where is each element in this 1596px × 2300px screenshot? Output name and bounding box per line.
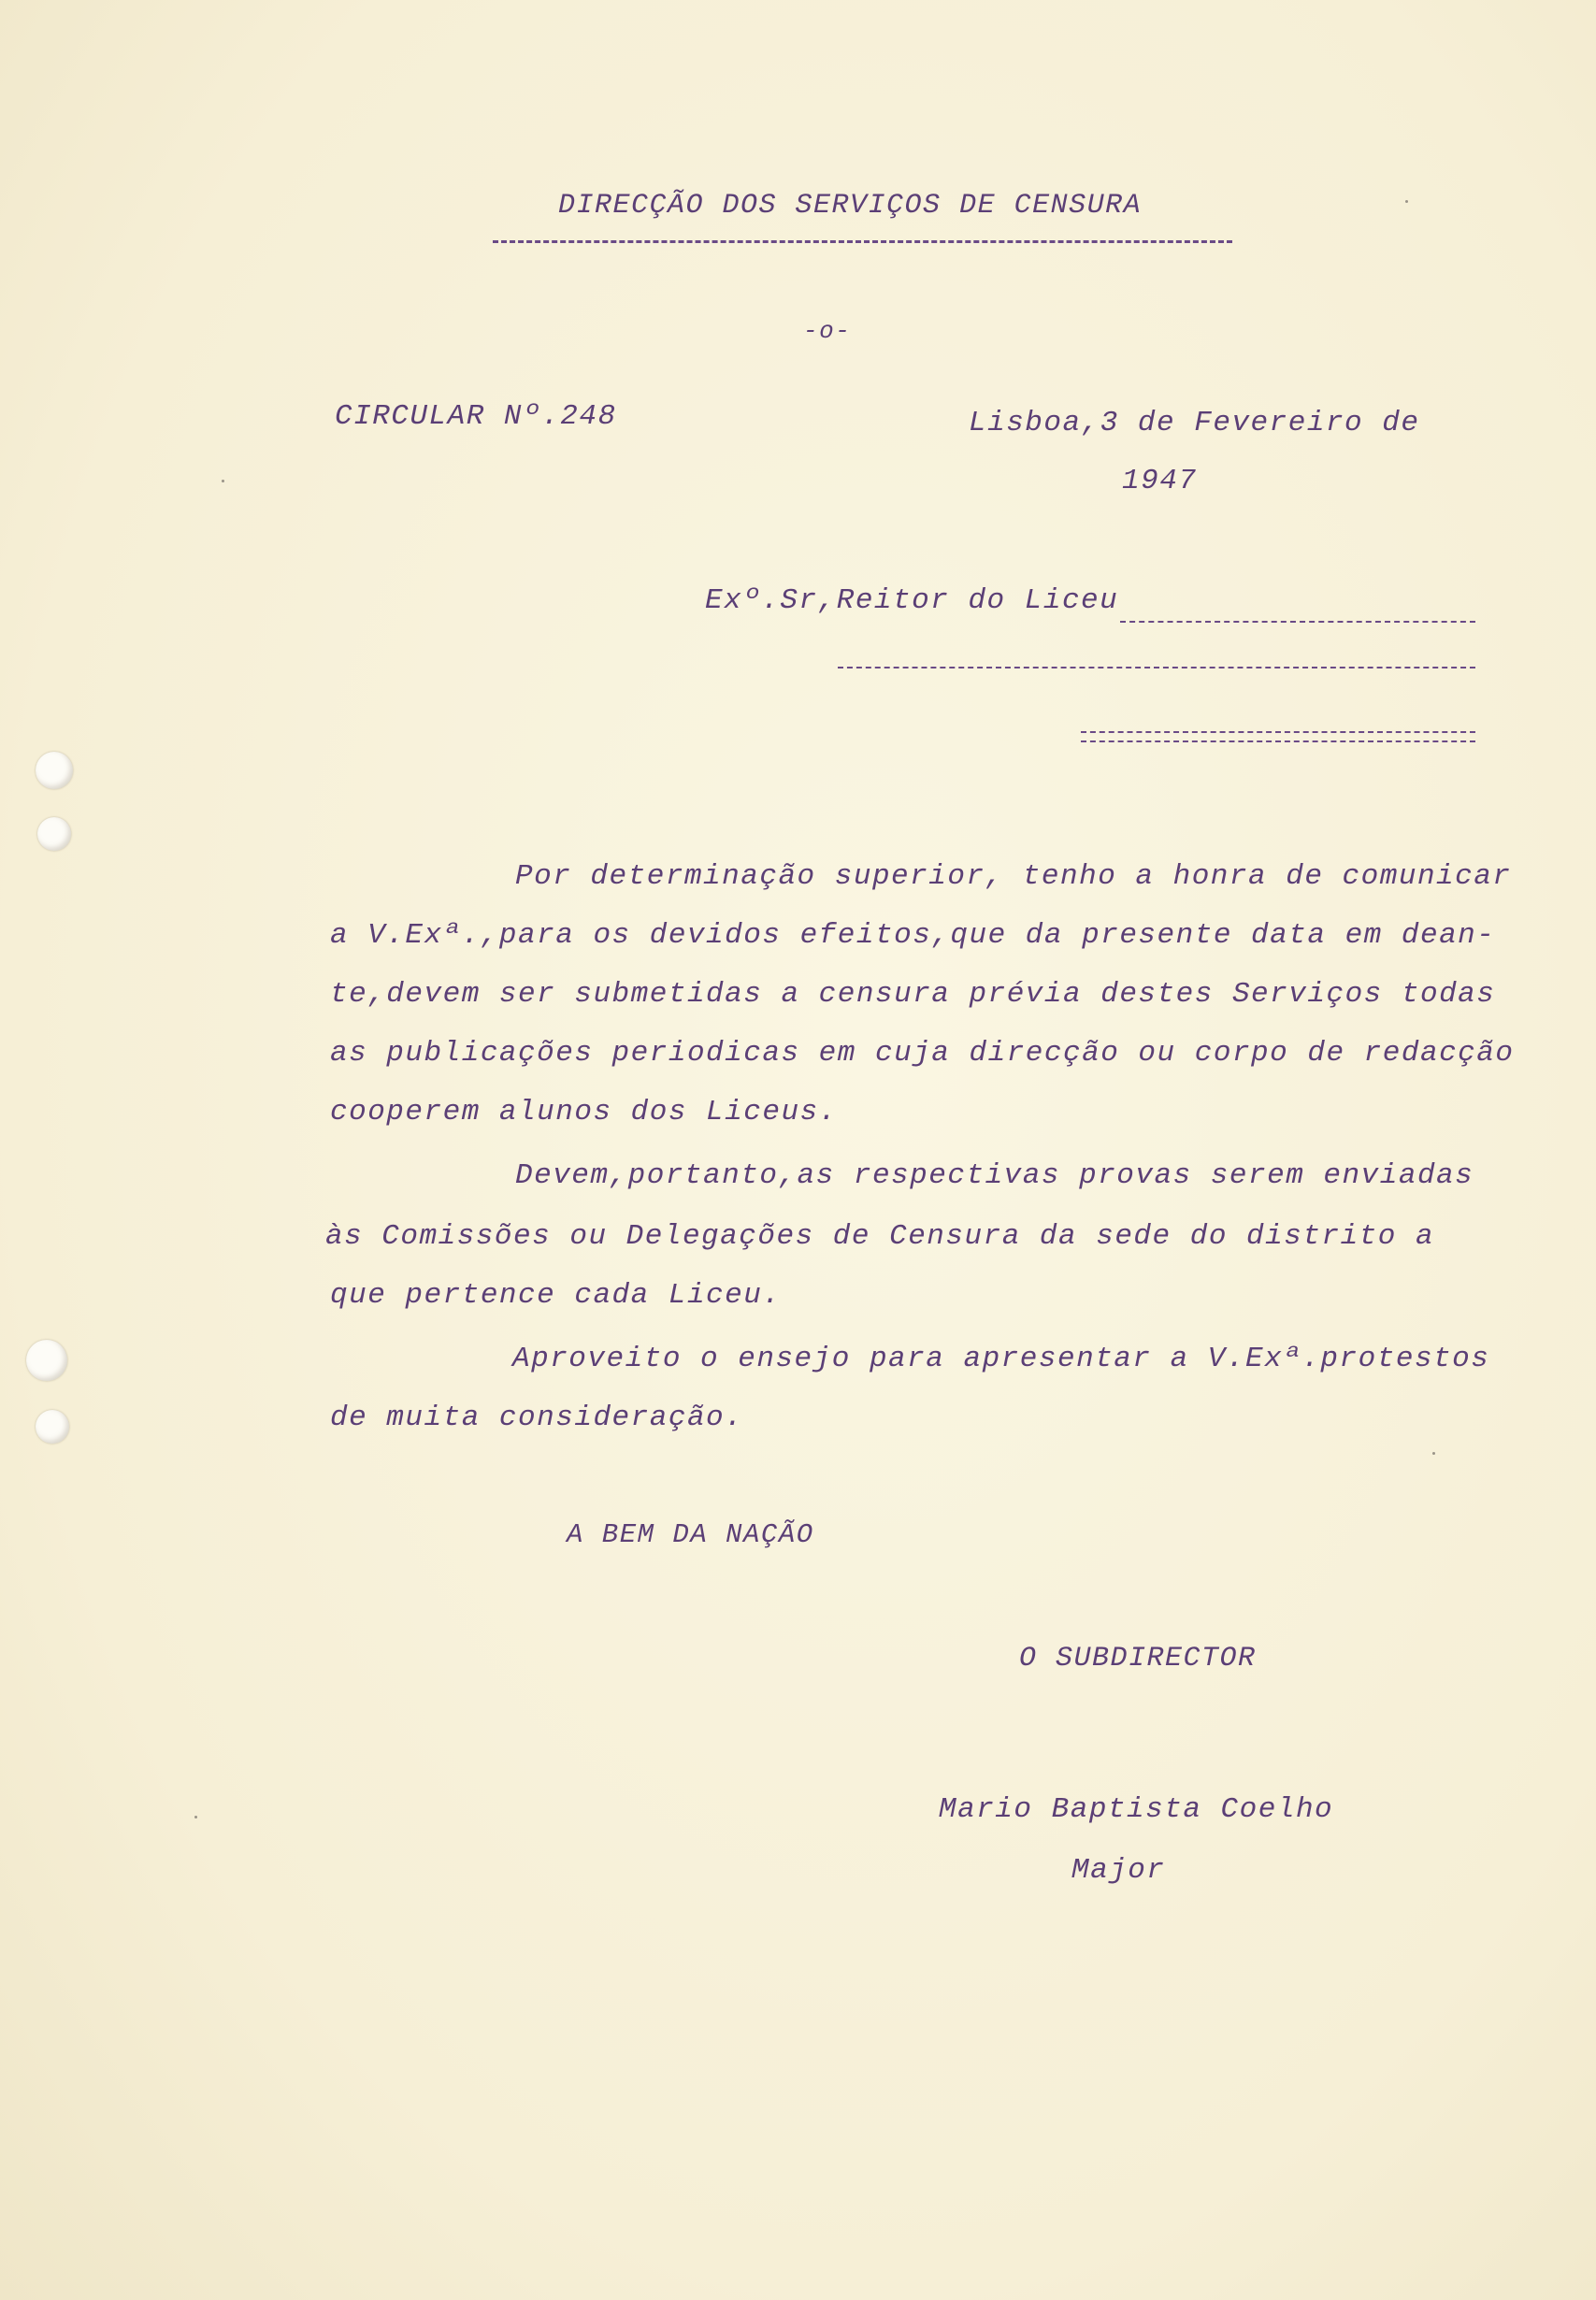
body-line: as publicações periodicas em cuja direcção ou corpo de redacção [330, 1037, 1515, 1070]
body-line: cooperem alunos dos Liceus. [330, 1096, 838, 1128]
body-line: a V.Exª.,para os devidos efeitos,que da presente data em dean- [330, 919, 1496, 952]
body-line: Por determinação superior, tenho a honra de comunicar [515, 860, 1512, 893]
punch-hole-4 [36, 1410, 69, 1444]
addressee-salutation: Exº.Sr,Reitor do Liceu [705, 584, 1119, 617]
document-title: DIRECÇÃO DOS SERVIÇOS DE CENSURA [558, 190, 1143, 222]
punch-hole-3 [26, 1340, 67, 1381]
addressee-blank-3a [1081, 731, 1475, 733]
body-line: que pertence cada Liceu. [330, 1279, 782, 1312]
signatory-rank: Major [1071, 1854, 1166, 1887]
body-line: Devem,portanto,as respectivas provas serem enviadas [515, 1159, 1474, 1192]
paper-speck [1432, 1452, 1435, 1455]
title-underline [493, 240, 1232, 243]
separator-mark: -o- [803, 317, 852, 345]
punch-hole-1 [36, 752, 73, 789]
closing-motto: A BEM DA NAÇÃO [567, 1519, 814, 1550]
addressee-blank-2 [838, 667, 1475, 668]
paper-speck [1405, 200, 1408, 203]
body-line: Aproveito o ensejo para apresentar a V.Exª.protestos [512, 1343, 1490, 1375]
addressee-blank-3b [1081, 740, 1475, 742]
punch-hole-2 [37, 817, 71, 851]
date-year: 1947 [1122, 465, 1198, 497]
paper-speck [194, 1816, 197, 1818]
body-line: te,devem ser submetidas a censura prévia destes Serviços todas [330, 978, 1496, 1011]
place-date: Lisboa,3 de Fevereiro de [969, 407, 1420, 439]
paper-speck [222, 480, 224, 482]
signatory-name: Mario Baptista Coelho [939, 1793, 1334, 1826]
addressee-blank-1 [1120, 621, 1475, 623]
body-line: de muita consideração. [330, 1402, 744, 1434]
body-line: às Comissões ou Delegações de Censura da sede do distrito a [325, 1220, 1435, 1253]
signatory-role: O SUBDIRECTOR [1019, 1643, 1257, 1675]
circular-number: CIRCULAR Nº.248 [335, 400, 617, 433]
